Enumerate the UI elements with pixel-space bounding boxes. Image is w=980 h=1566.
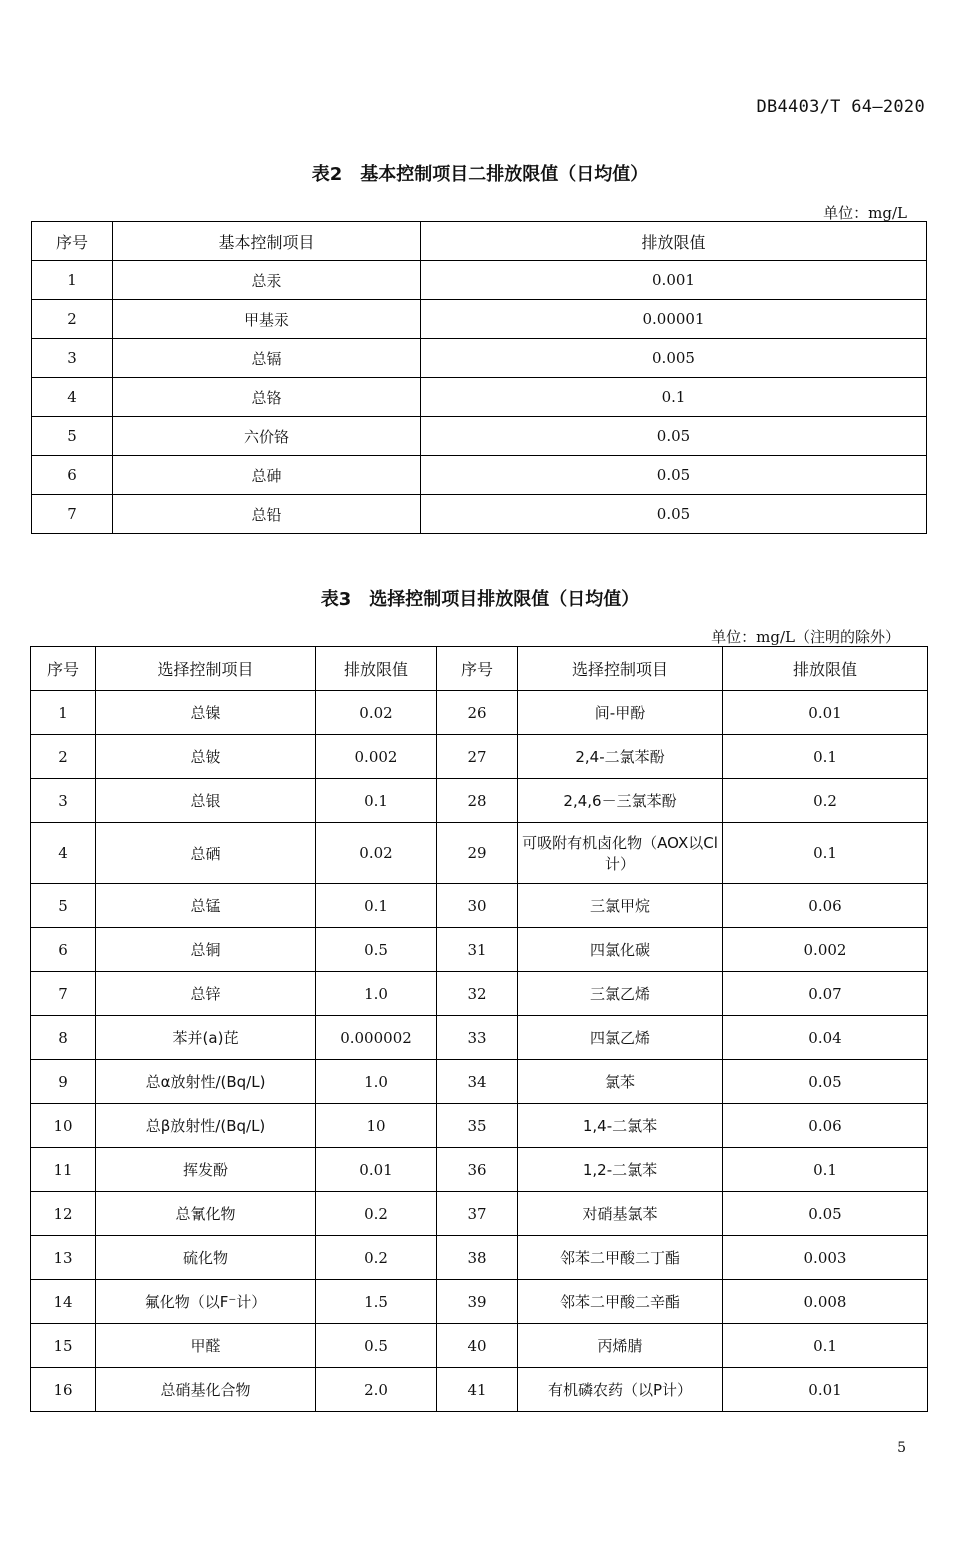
table-row xyxy=(31,691,928,735)
table-row xyxy=(31,1016,928,1060)
table-cell: 苯并(a)芘 xyxy=(96,1016,316,1060)
table-cell: 四氯化碳 xyxy=(518,928,723,972)
table-cell: 0.01 xyxy=(723,1368,928,1412)
table3-title: 表3 选择控制项目排放限值（日均值） xyxy=(320,589,640,610)
table-cell: 5 xyxy=(32,417,113,456)
table-cell: 38 xyxy=(437,1236,518,1280)
table-row xyxy=(32,378,927,417)
table-cell: 26 xyxy=(437,691,518,735)
table-cell: 0.001 xyxy=(421,261,927,300)
table-cell: 0.002 xyxy=(316,735,437,779)
table-row xyxy=(31,1192,928,1236)
table-cell: 0.05 xyxy=(421,456,927,495)
table-cell: 总汞 xyxy=(113,261,421,300)
table-cell: 9 xyxy=(31,1060,96,1104)
col-header-item: 选择控制项目 xyxy=(96,647,316,691)
table-cell: 4 xyxy=(31,823,96,884)
table-cell: 32 xyxy=(437,972,518,1016)
table-cell: 0.005 xyxy=(421,339,927,378)
table-row xyxy=(32,300,927,339)
table-cell: 14 xyxy=(31,1280,96,1324)
table-cell: 甲基汞 xyxy=(113,300,421,339)
table-cell: 0.05 xyxy=(421,417,927,456)
table-row xyxy=(31,972,928,1016)
table-cell: 0.002 xyxy=(723,928,928,972)
table-cell: 41 xyxy=(437,1368,518,1412)
table-cell: 氟化物（以F⁻计） xyxy=(96,1280,316,1324)
table-row xyxy=(31,1148,928,1192)
table-cell: 7 xyxy=(32,495,113,534)
table-cell: 0.1 xyxy=(421,378,927,417)
table-cell: 0.5 xyxy=(316,928,437,972)
table-cell: 总铍 xyxy=(96,735,316,779)
table-row xyxy=(31,779,928,823)
table-cell: 2.0 xyxy=(316,1368,437,1412)
table-row xyxy=(32,261,927,300)
table-cell: 0.02 xyxy=(316,823,437,884)
table-cell: 0.00001 xyxy=(421,300,927,339)
table-cell: 30 xyxy=(437,884,518,928)
table-cell: 1 xyxy=(31,691,96,735)
table-row xyxy=(32,339,927,378)
table-cell: 8 xyxy=(31,1016,96,1060)
table-cell: 0.2 xyxy=(316,1192,437,1236)
table-cell: 三氯甲烷 xyxy=(518,884,723,928)
table-cell: 4 xyxy=(32,378,113,417)
table-cell: 2,4,6－三氯苯酚 xyxy=(518,779,723,823)
table-cell: 0.04 xyxy=(723,1016,928,1060)
table-cell: 40 xyxy=(437,1324,518,1368)
table-cell: 11 xyxy=(31,1148,96,1192)
col-header-index: 序号 xyxy=(31,647,96,691)
table-cell: 0.02 xyxy=(316,691,437,735)
table-cell: 邻苯二甲酸二辛酯 xyxy=(518,1280,723,1324)
table-cell: 1,4-二氯苯 xyxy=(518,1104,723,1148)
table-cell: 6 xyxy=(32,456,113,495)
table-row xyxy=(32,495,927,534)
table-cell: 对硝基氯苯 xyxy=(518,1192,723,1236)
table-row xyxy=(32,456,927,495)
table-cell: 1,2-二氯苯 xyxy=(518,1148,723,1192)
table3-unit: 单位：mg/L（注明的除外） xyxy=(711,628,900,646)
table-cell: 总铬 xyxy=(113,378,421,417)
table-cell: 邻苯二甲酸二丁酯 xyxy=(518,1236,723,1280)
table-cell: 0.07 xyxy=(723,972,928,1016)
table-cell: 3 xyxy=(32,339,113,378)
table2-unit: 单位：mg/L xyxy=(823,204,907,222)
table2-title: 表2 基本控制项目二排放限值（日均值） xyxy=(311,164,649,185)
table-cell: 10 xyxy=(316,1104,437,1148)
table2 xyxy=(31,221,927,534)
page-number: 5 xyxy=(897,1440,906,1456)
table-row xyxy=(31,1060,928,1104)
table-cell: 15 xyxy=(31,1324,96,1368)
table-cell: 16 xyxy=(31,1368,96,1412)
table-cell: 0.2 xyxy=(316,1236,437,1280)
table-cell: 间-甲酚 xyxy=(518,691,723,735)
table-cell: 0.06 xyxy=(723,1104,928,1148)
table-cell: 氯苯 xyxy=(518,1060,723,1104)
table-row xyxy=(31,1368,928,1412)
table-cell: 0.06 xyxy=(723,884,928,928)
table-cell: 总锌 xyxy=(96,972,316,1016)
table-cell: 35 xyxy=(437,1104,518,1148)
table-cell: 0.1 xyxy=(316,779,437,823)
document-code: DB4403/T 64—2020 xyxy=(756,97,925,117)
table-cell: 5 xyxy=(31,884,96,928)
table-row xyxy=(31,823,928,884)
col-header-limit-2: 排放限值 xyxy=(723,647,928,691)
table-cell: 0.2 xyxy=(723,779,928,823)
table-cell: 总硝基化合物 xyxy=(96,1368,316,1412)
table-cell: 33 xyxy=(437,1016,518,1060)
table-cell: 39 xyxy=(437,1280,518,1324)
table-cell: 0.01 xyxy=(316,1148,437,1192)
table-cell: 总锰 xyxy=(96,884,316,928)
table-row xyxy=(31,1324,928,1368)
table-cell: 总镍 xyxy=(96,691,316,735)
table-cell: 有机磷农药（以P计） xyxy=(518,1368,723,1412)
table-cell: 0.000002 xyxy=(316,1016,437,1060)
table-row xyxy=(31,1104,928,1148)
table-cell: 甲醛 xyxy=(96,1324,316,1368)
table-cell: 0.5 xyxy=(316,1324,437,1368)
col-header-limit: 排放限值 xyxy=(316,647,437,691)
table-row xyxy=(31,735,928,779)
table-cell: 0.1 xyxy=(723,1148,928,1192)
table-cell: 0.01 xyxy=(723,691,928,735)
table-cell: 总银 xyxy=(96,779,316,823)
table-cell: 0.008 xyxy=(723,1280,928,1324)
table-cell: 0.05 xyxy=(421,495,927,534)
table-cell: 总氰化物 xyxy=(96,1192,316,1236)
table-cell: 0.003 xyxy=(723,1236,928,1280)
table-cell: 总镉 xyxy=(113,339,421,378)
table-cell: 0.05 xyxy=(723,1060,928,1104)
table-cell: 12 xyxy=(31,1192,96,1236)
table-cell: 1 xyxy=(32,261,113,300)
table-cell: 总砷 xyxy=(113,456,421,495)
table-cell: 36 xyxy=(437,1148,518,1192)
col-header-index: 序号 xyxy=(32,222,113,261)
table-cell: 总硒 xyxy=(96,823,316,884)
table-cell: 0.05 xyxy=(723,1192,928,1236)
table-header-row xyxy=(31,647,928,691)
table-cell: 三氯乙烯 xyxy=(518,972,723,1016)
table-row xyxy=(31,1280,928,1324)
table-cell: 总铜 xyxy=(96,928,316,972)
table-cell: 6 xyxy=(31,928,96,972)
table-cell: 7 xyxy=(31,972,96,1016)
table-cell: 1.5 xyxy=(316,1280,437,1324)
table-row xyxy=(32,417,927,456)
table-cell: 0.1 xyxy=(723,1324,928,1368)
table-cell: 27 xyxy=(437,735,518,779)
table-cell: 0.1 xyxy=(316,884,437,928)
table-cell: 0.1 xyxy=(723,735,928,779)
table-cell: 丙烯腈 xyxy=(518,1324,723,1368)
table-cell: 总α放射性/(Bq/L) xyxy=(96,1060,316,1104)
table-cell: 3 xyxy=(31,779,96,823)
table-cell: 1.0 xyxy=(316,972,437,1016)
col-header-limit: 排放限值 xyxy=(421,222,927,261)
table3 xyxy=(30,646,928,1412)
table-cell: 2 xyxy=(32,300,113,339)
table-cell: 37 xyxy=(437,1192,518,1236)
table-cell: 31 xyxy=(437,928,518,972)
table-cell: 硫化物 xyxy=(96,1236,316,1280)
table-cell: 0.1 xyxy=(723,823,928,884)
col-header-item: 基本控制项目 xyxy=(113,222,421,261)
table-row xyxy=(31,1236,928,1280)
table-cell: 29 xyxy=(437,823,518,884)
table-cell: 总铅 xyxy=(113,495,421,534)
table-cell: 1.0 xyxy=(316,1060,437,1104)
table-cell: 总β放射性/(Bq/L) xyxy=(96,1104,316,1148)
table-cell: 四氯乙烯 xyxy=(518,1016,723,1060)
table-row xyxy=(31,884,928,928)
table-cell: 2 xyxy=(31,735,96,779)
table-cell: 13 xyxy=(31,1236,96,1280)
table-cell: 34 xyxy=(437,1060,518,1104)
col-header-index-2: 序号 xyxy=(437,647,518,691)
table-cell: 挥发酚 xyxy=(96,1148,316,1192)
table-cell: 可吸附有机卤化物（AOX以Cl计） xyxy=(518,823,723,884)
table-cell: 六价铬 xyxy=(113,417,421,456)
table-row xyxy=(31,928,928,972)
table-cell: 2,4-二氯苯酚 xyxy=(518,735,723,779)
table-cell: 10 xyxy=(31,1104,96,1148)
table-header-row xyxy=(32,222,927,261)
col-header-item-2: 选择控制项目 xyxy=(518,647,723,691)
table-cell: 28 xyxy=(437,779,518,823)
